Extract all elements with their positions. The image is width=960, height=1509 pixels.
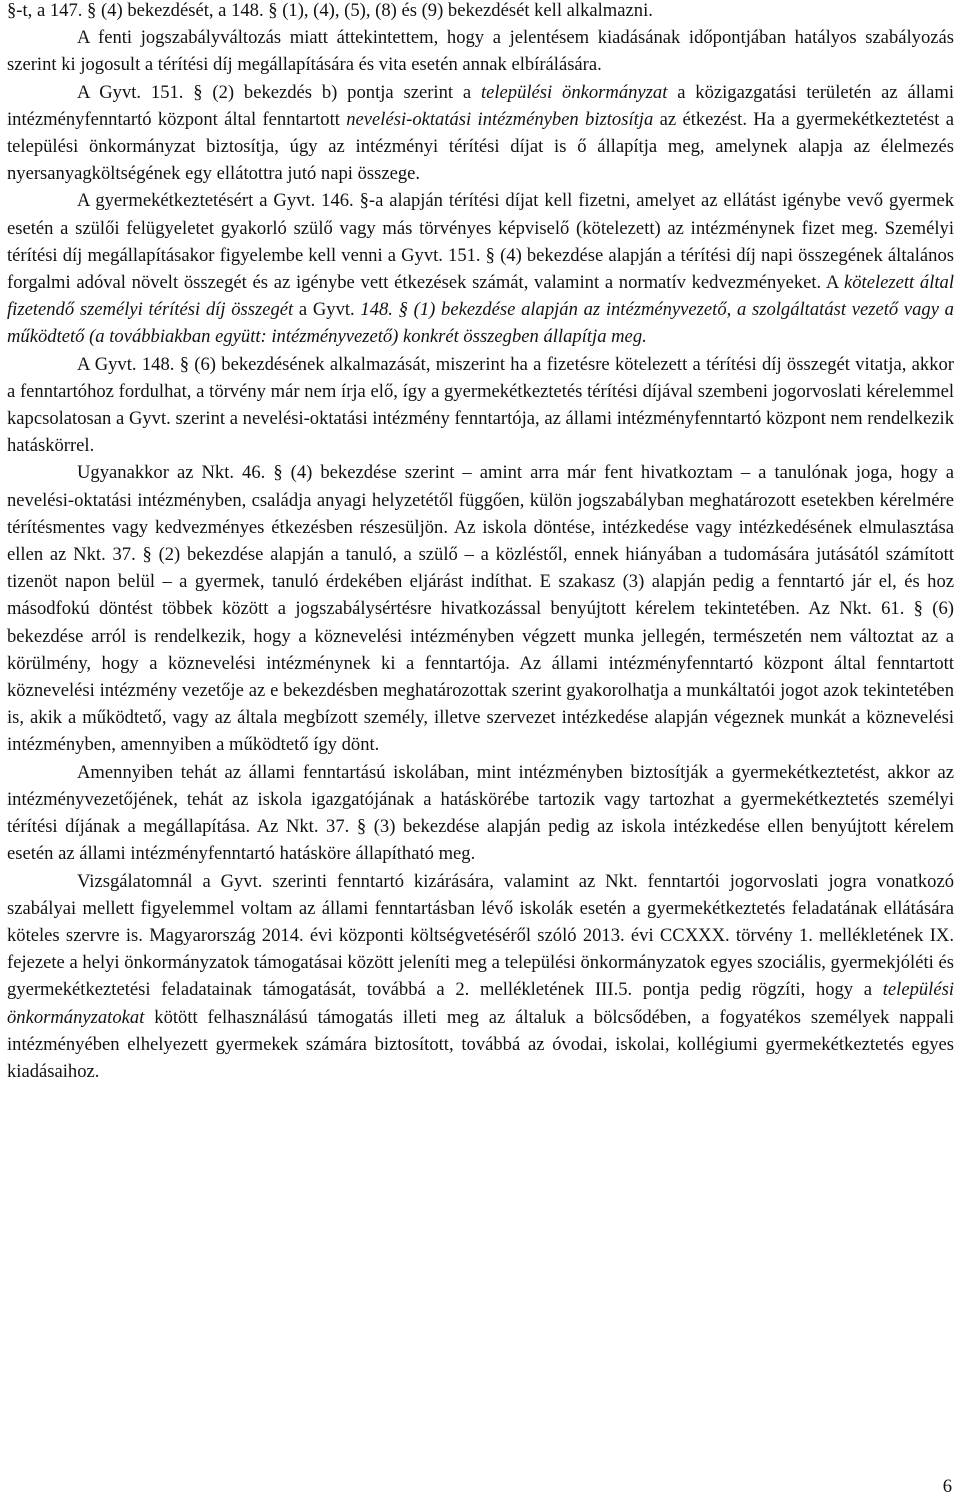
italic-text-segment: nevelési-oktatási intézményben biztosítja — [346, 108, 654, 130]
text-segment: Amennyiben tehát az állami fenntartású iskolában, mint intézményben biztosítják a gyermekétkeztetést, akkor az intézményvezetőjének, tehát az iskola igazgatójának a hatáskörébe tartozik vagy tartozhat a gyermekétkeztetés személyi térítési díjának a megállapítása. Az Nkt. 37. § (3) bekezdése alapján pedig az iskola intézkedése ellen benyújtott kérelem esetén az állami intézményfenntartó hatásköre állapítható meg. — [7, 761, 954, 865]
paragraph — [7, 759, 954, 868]
text-segment: kötött felhasználású támogatás illeti meg az általuk a bölcsődében, a fogyatékos személyek nappali intézményében elhelyezett gyermekek számára biztosított, továbbá az óvodai, iskolai, kollégiumi gyermekétkeztetés egyes kiadásaihoz. — [7, 1006, 954, 1082]
text-segment: A gyermekétkeztetésért a Gyvt. 146. §-a alapján térítési díjat kell fizetni, amelyet az ellátást igénybe vevő gyermek esetén a szülői felügyeletet gyakorló szülő vagy más törvényes képviselő (kötelezett) az intézménynek fizet meg. Személyi térítési díj megállapításakor figyelembe kell venni a Gyvt. 151. § (4) bekezdése alapján a térítési díj napi összegének általános forgalmi adóval növelt összegét és az igénybe vett étkezések számát, valamint a normatív kedvezményeket. A — [7, 190, 954, 294]
text-segment: A Gyvt. 148. § (6) bekezdésének alkalmazását, miszerint ha a fizetésre kötelezett a térítési díj összegét vitatja, akkor a fenntartóhoz fordulhat, a törvény már nem írja elő, így a gyermekétkeztetés térítési díjával szembeni jogorvoslati kérelemmel kapcsolatosan a Gyvt. szerint a nevelési-oktatási intézmény fenntartója, az állami intézményfenntartó központ nem rendelkezik hatáskörrel. — [7, 353, 954, 457]
paragraph — [7, 79, 954, 188]
paragraph — [7, 24, 954, 78]
paragraph — [7, 351, 954, 460]
paragraph — [7, 0, 954, 24]
text-segment: A fenti jogszabályváltozás miatt áttekintettem, hogy a jelentésem kiadásának időpontjában hatályos szabályozás szerint ki jogosult a térítési díj megállapítására és vita esetén annak elbírálására. — [7, 27, 954, 76]
text-segment: Vizsgálatomnál a Gyvt. szerinti fenntartó kizárására, valamint az Nkt. fenntartói jogorvoslati jogra vonatkozó szabályai mellett figyelemmel voltam az állami fenntartásban lévő iskolák esetén a gyermekétkeztetés feladatának ellátására köteles szervre is. Magyarország 2014. évi központi költségvetéséről szóló 2013. évi CCXXX. törvény 1. mellékletének IX. fejezete a helyi önkormányzatok támogatásai között jeleníti meg a települési önkormányzatok egyes szociális, gyermekjóléti és gyermekétkeztetési feladatainak támogatását, továbbá a 2. mellékletének III.5. pontja pedig rögzíti, hogy a — [7, 870, 954, 1001]
italic-text-segment: 148. § (1) bekezdése alapján az intézményvezető, a szolgáltatást vezető vagy a működtető (a továbbiakban együtt: intézményvezető) konkrét összegben állapítja meg. — [7, 299, 954, 348]
text-segment: A Gyvt. 151. § (2) bekezdés b) pontja szerint a — [77, 81, 481, 103]
italic-text-segment: települési önkormányzatokat — [7, 979, 954, 1028]
page-number: 6 — [942, 1476, 952, 1497]
text-segment: a Gyvt. — [293, 299, 361, 321]
text-segment: §-t, a 147. § (4) bekezdését, a 148. § (1), (4), (5), (8) és (9) bekezdését kell alkalmazni. — [7, 0, 653, 21]
document-page — [7, 0, 954, 1085]
paragraph — [7, 868, 954, 1086]
text-segment: a közigazgatási területén az állami intézményfenntartó központ által fenntartott — [7, 81, 954, 130]
paragraph — [7, 459, 954, 758]
italic-text-segment: települési önkormányzat — [480, 81, 668, 103]
paragraph — [7, 187, 954, 350]
text-segment: Ugyanakkor az Nkt. 46. § (4) bekezdése szerint – amint arra már fent hivatkoztam – a tanulónak joga, hogy a nevelési-oktatási intézményben, családja anyagi helyzetétől függően, külön jogszabályban meghatározott esetekben kérelmére térítésmentes vagy kedvezményes étkezésben részesüljön. Az iskola döntése, intézkedése vagy intézkedésének elmulasztása ellen az Nkt. 37. § (2) bekezdése alapján a tanuló, a szülő – a közléstől, ennek hiányában a tudomására jutásától számított tizenöt napon belül – a gyermek, tanuló érdekében eljárást indíthat. E szakasz (3) alapján pedig a fenntartó jár el, és hoz másodfokú döntést többek között a jogszabálysértésre hivatkozással benyújtott kérelem tekintetében. Az Nkt. 61. § (6) bekezdése arról is rendelkezik, hogy a köznevelési intézményben végzett munka jellegén, természetén nem változtat az a körülmény, hogy a köznevelési intézménynek ki a fenntartója. Az állami intézményfenntartó központ által fenntartott köznevelési intézmény vezetője az e bekezdésben meghatározottak szerint gyakorolhatja a munkáltatói jogot azok tekintetében is, akik a működtető, vagy az általa megbízott személy, illetve szervezet intézkedése alapján végeznek munkát a köznevelési intézményben, amennyiben a működtető így dönt. — [7, 462, 954, 756]
text-segment: az étkezést. Ha a gyermekétkeztetést a települési önkormányzat biztosítja, úgy az intézményi térítési díjat is ő állapítja meg, amelynek alapja az élelmezés nyersanyagköltségének egy ellátottra jutó napi összege. — [7, 108, 955, 185]
italic-text-segment: kötelezett által fizetendő személyi térítési díj összegét — [7, 272, 954, 321]
